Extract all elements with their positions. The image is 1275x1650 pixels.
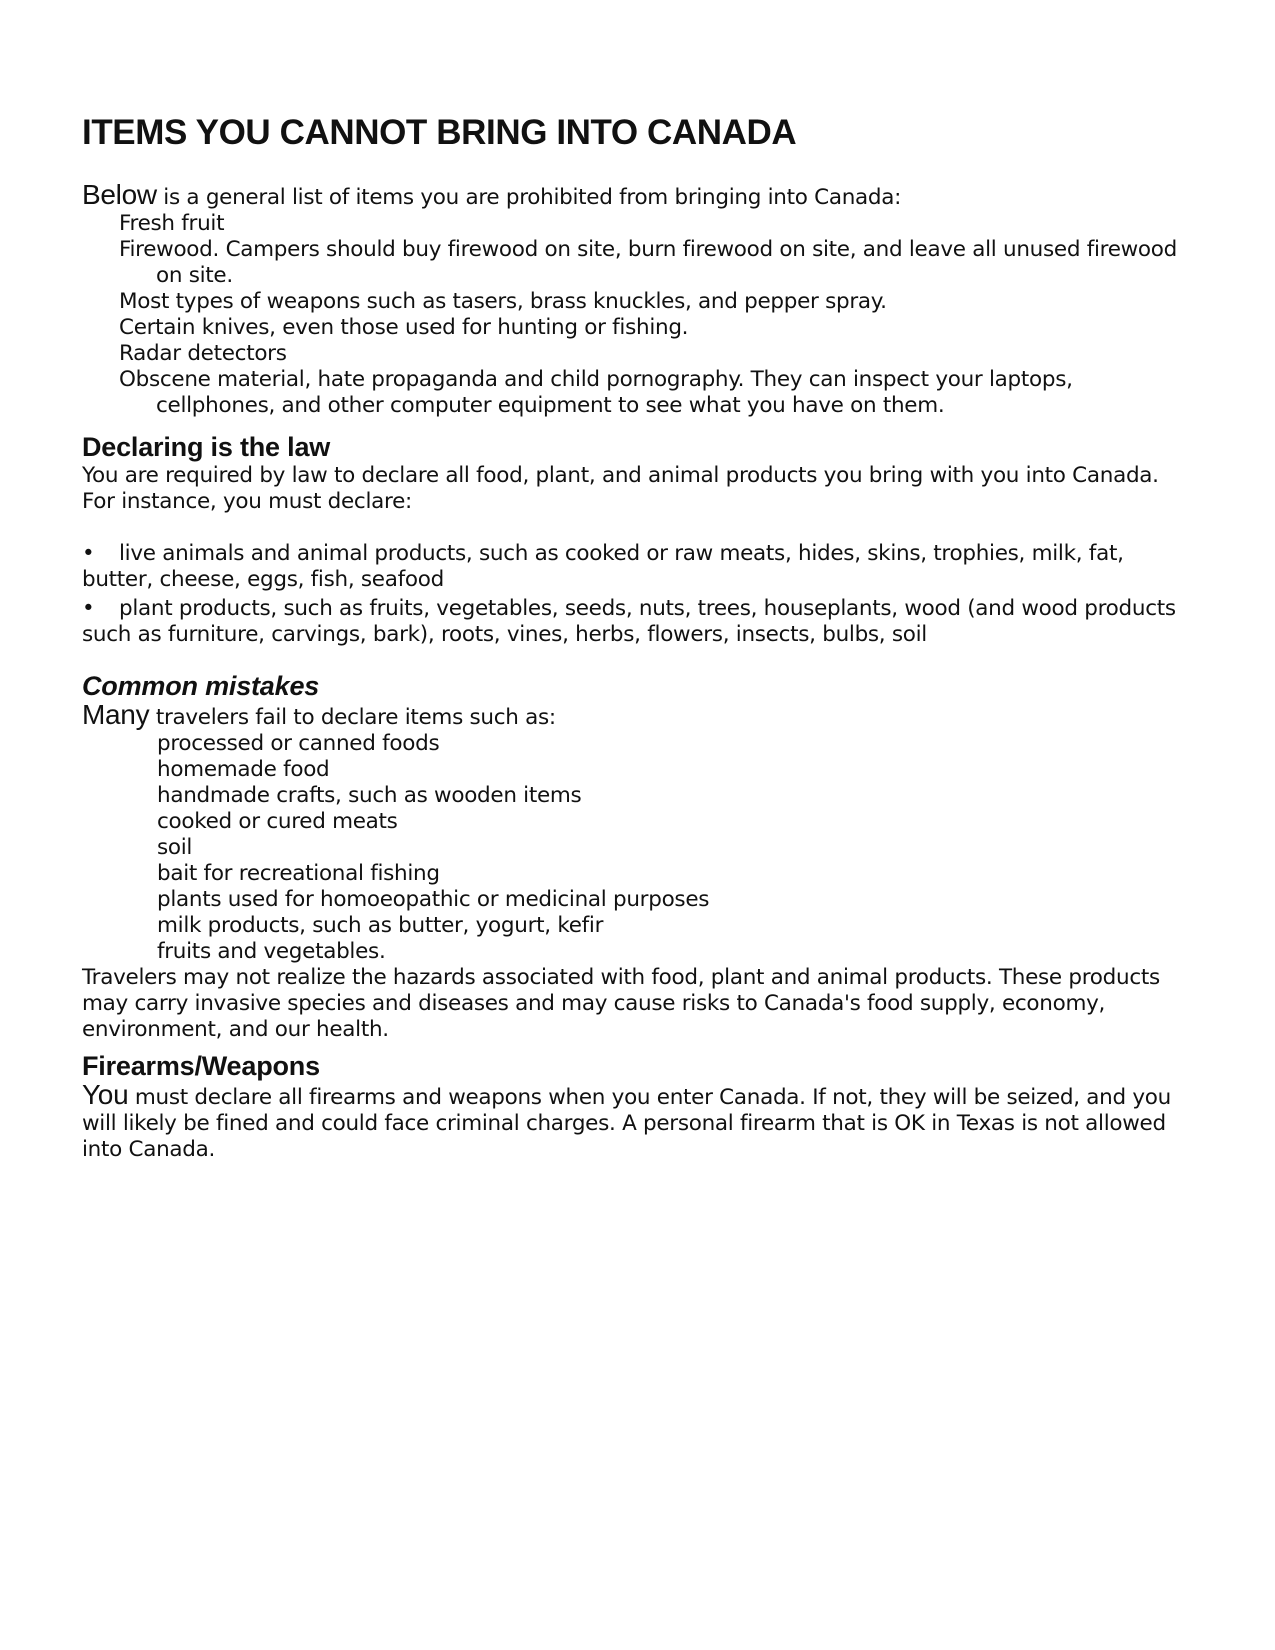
declaring-section [82, 431, 1192, 651]
list-item: Certain knives, even those used for hunting or fishing. [119, 315, 689, 340]
declaring-paragraph: You are required by law to declare all food, plant, and animal products you bring with you into Canada. For instance, you must declare: [82, 463, 1159, 514]
prohibited-items-list [82, 211, 1192, 419]
list-item: processed or canned foods [157, 731, 440, 756]
bullet-symbol: • [82, 541, 95, 566]
list-item: bait for recreational fishing [157, 861, 440, 886]
list-item: soil [157, 835, 193, 860]
firearms-paragraph [82, 1079, 1192, 1163]
list-item: plants used for homoeopathic or medicinal purposes [157, 887, 710, 912]
section-heading: Common mistakes [82, 671, 320, 701]
bullet-item [82, 541, 1192, 593]
list-item: cooked or cured meats [157, 809, 398, 834]
section-heading: Firearms/Weapons [82, 1051, 320, 1081]
firearms-section [82, 1050, 1192, 1163]
mistakes-list [82, 731, 1192, 965]
list-item: Obscene material, hate propaganda and child pornography. They can inspect your laptops, cellphones, and other computer equipment to see what you have on them. [119, 367, 1073, 418]
mistakes-lead-word: Many [82, 699, 150, 730]
list-item: homemade food [157, 757, 330, 782]
list-item: Radar detectors [119, 341, 287, 366]
list-item: milk products, such as butter, yogurt, kefir [157, 913, 604, 938]
bullet-text: plant products, such as fruits, vegetables, seeds, nuts, trees, houseplants, wood (and wood products such as furniture, carvings, bark), roots, vines, herbs, flowers, insects, bulbs, soil [82, 596, 1176, 647]
page-title: ITEMS YOU CANNOT BRING INTO CANADA [82, 113, 797, 152]
list-item: Fresh fruit [119, 211, 225, 236]
list-item: handmade crafts, such as wooden items [157, 783, 582, 808]
intro-paragraph [82, 179, 1192, 211]
firearms-text: must declare all firearms and weapons when you enter Canada. If not, they will be seized, and you will likely be fined and could face criminal charges. A personal firearm that is OK in Texas is not allowed into Canada. [82, 1085, 1171, 1162]
bullet-text: live animals and animal products, such as cooked or raw meats, hides, skins, trophies, milk, fat, butter, cheese, eggs, fish, seafood [82, 541, 1124, 592]
list-item: Firewood. Campers should buy firewood on site, burn firewood on site, and leave all unused firewood on site. [119, 237, 1177, 288]
mistakes-intro-text: travelers fail to declare items such as: [149, 705, 556, 730]
intro-lead-word: Below [82, 179, 157, 210]
mistakes-intro [82, 699, 1192, 731]
declare-bullet-list [82, 541, 1192, 648]
list-item: fruits and vegetables. [157, 939, 386, 964]
firearms-lead-word: You [82, 1079, 129, 1110]
list-item: Most types of weapons such as tasers, brass knuckles, and pepper spray. [119, 289, 887, 314]
intro-section [82, 179, 1192, 419]
section-heading: Declaring is the law [82, 432, 331, 462]
intro-text: is a general list of items you are prohibited from bringing into Canada: [156, 185, 902, 210]
bullet-symbol: • [82, 596, 95, 621]
mistakes-section [82, 670, 1192, 1043]
mistakes-closing-paragraph: Travelers may not realize the hazards associated with food, plant and animal products. These products may carry invasive species and diseases and may cause risks to Canada's food supply, economy, environment, and our health. [82, 965, 1160, 1042]
bullet-item [82, 596, 1192, 648]
